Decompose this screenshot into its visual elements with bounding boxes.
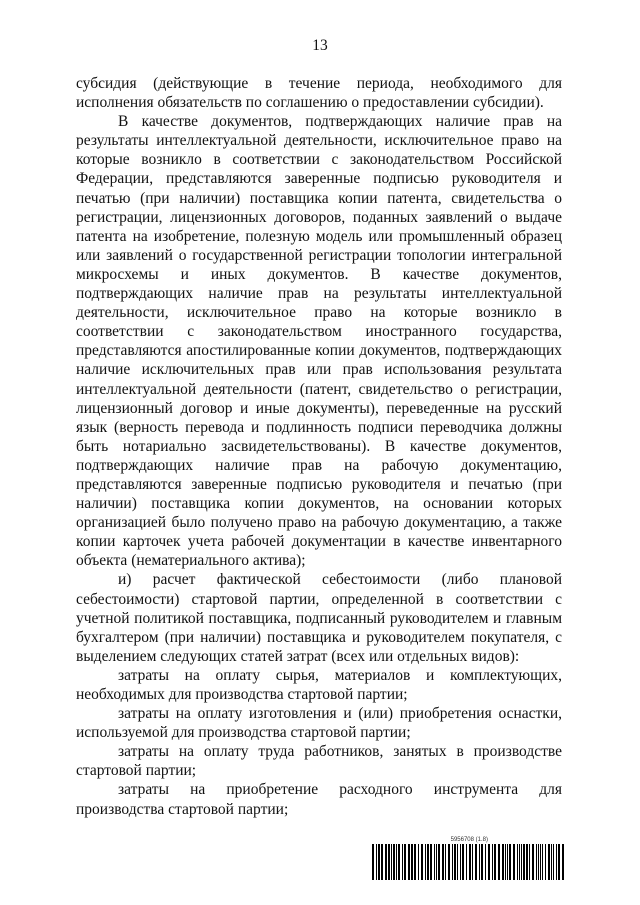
paragraph-5: затраты на оплату изготовления и (или) приобретения оснастки, используемой для производства стартовой партии; <box>76 705 562 742</box>
page-number: 13 <box>312 37 328 54</box>
paragraph-4: затраты на оплату сырья, материалов и комплектующих, необходимых для производства стартовой партии; <box>76 666 562 703</box>
barcode-icon <box>372 844 564 880</box>
paragraph-1: субсидия (действующие в течение периода, необходимого для исполнения обязательств по соглашению о предоставлении субсидии). <box>76 75 562 112</box>
paragraph-6: затраты на оплату труда работников, занятых в производстве стартовой партии; <box>76 743 562 780</box>
barcode-label: 5956708 (1.8) <box>450 837 488 843</box>
paragraph-2: В качестве документов, подтверждающих наличие прав на результаты интеллектуальной деятельности, исключительное право на которые возникло в соответствии с законодательством Российской Федерации, представляются заверенные подписью руководителя и печатью (при наличии) поставщика копии патента, свидетельства о регистрации, лицензионных договоров, поданных заявлений о выдаче патента на изобретение, полезную модель или промышленный образец или заявлений о государственной регистрации топологии интегральной микросхемы и иных документов. В качестве документов, подтверждающих наличие прав на результаты интеллектуальной деятельности, исключительное право на которые возникло в соответствии с законодательством иностранного государства, представляются апостилированные копии документов, подтверждающих наличие исключительных прав или прав использования результата интеллектуальной деятельности (патент, свидетельство о регистрации, лицензионный договор и иные документы), переведенные на русский язык (верность перевода и подлинность подписи переводчика должны быть нотариально засвидетельствованы). В качестве документов, подтверждающих наличие прав на рабочую документацию, представляются заверенные подписью руководителя и печатью (при наличии) поставщика копии документов, на основании которых организацией было получено право на рабочую документацию, а также копии карточек учета рабочей документации в качестве инвентарного объекта (нематериального актива); <box>76 113 562 570</box>
barcode-block <box>372 836 564 880</box>
document-body <box>76 74 562 819</box>
paragraph-7: затраты на приобретение расходного инструмента для производства стартовой партии; <box>76 781 562 818</box>
paragraph-3: и) расчет фактической себестоимости (либо плановой себестоимости) стартовой партии, определенной в соответствии с учетной политикой поставщика, подписанный руководителем и главным бухгалтером (при наличии) поставщика и руководителем покупателя, с выделением следующих статей затрат (всех или отдельных видов): <box>76 571 562 665</box>
